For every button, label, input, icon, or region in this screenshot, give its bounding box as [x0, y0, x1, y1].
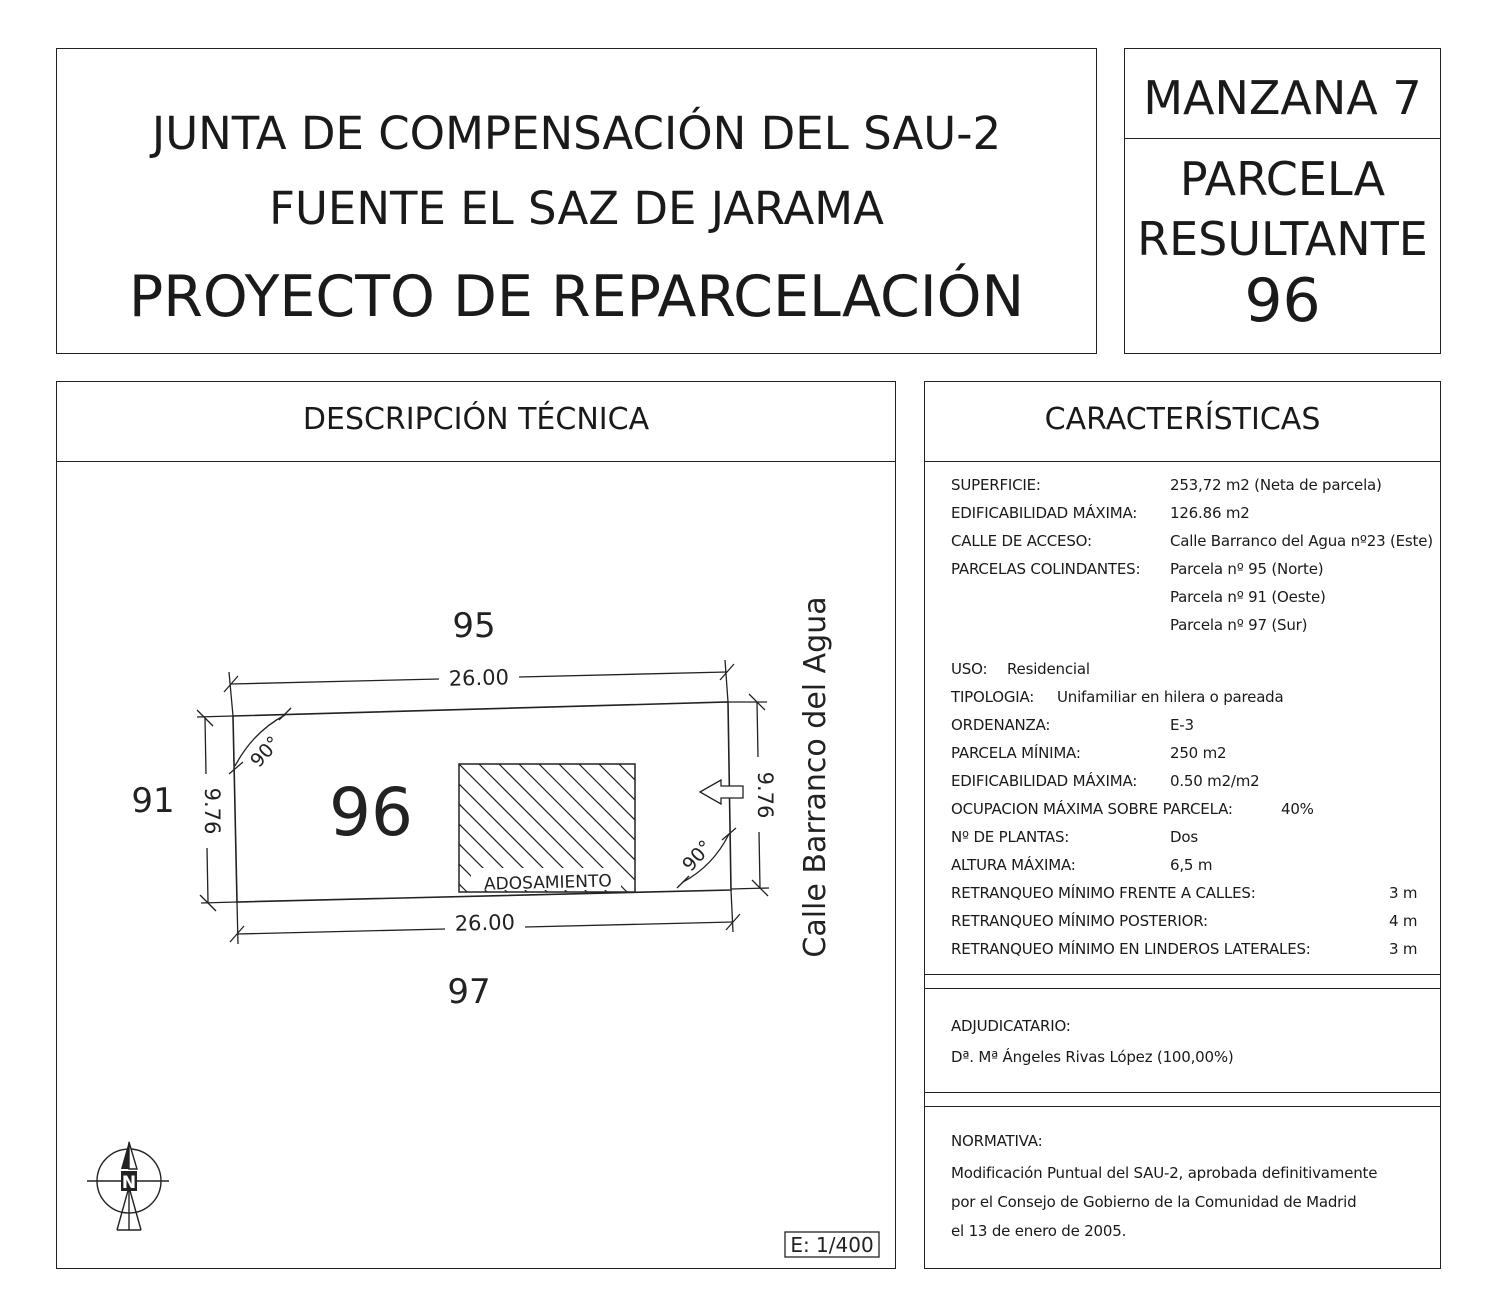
angle-bottom-right-label: 90°: [678, 836, 717, 876]
plantas-value: Dos: [1170, 828, 1198, 846]
west-neighbor-label: 91: [131, 781, 175, 821]
descripcion-tecnica-box: [56, 381, 896, 1269]
ocupacion-label: OCUPACION MÁXIMA SOBRE PARCELA:: [951, 800, 1233, 818]
caracteristicas-box: [924, 381, 1441, 1269]
header-title-box: [56, 48, 1097, 354]
header-line-1: JUNTA DE COMPENSACIÓN DEL SAU-2: [151, 107, 1002, 160]
top-dimension-label: 26.00: [448, 665, 510, 691]
ocupacion-value: 40%: [1281, 800, 1314, 818]
parcel-number: 96: [1244, 266, 1321, 336]
left-dimension-label: 9.76: [200, 787, 224, 835]
tipologia-label: TIPOLOGIA:: [951, 688, 1035, 706]
access-arrow: [700, 780, 743, 804]
retranqueo-laterales-label: RETRANQUEO MÍNIMO EN LINDEROS LATERALES:: [951, 940, 1311, 958]
header-line-3: PROYECTO DE REPARCELACIÓN: [128, 264, 1025, 330]
resultante-label: RESULTANTE: [1137, 212, 1428, 266]
manzana-label: MANZANA 7: [1143, 71, 1422, 125]
divider: [925, 988, 1440, 989]
adjudicatario-label: ADJUDICATARIO:: [951, 1017, 1071, 1035]
parcel-plan: [57, 382, 894, 1267]
edificabilidad-total-label: EDIFICABILIDAD MÁXIMA:: [951, 504, 1138, 522]
angle-top-left-label: 90°: [246, 732, 285, 772]
north-letter: N: [121, 1173, 137, 1193]
parcel-number-box: [1124, 48, 1441, 354]
plan-parcel-number: 96: [329, 774, 413, 851]
superficie-label: SUPERFICIE:: [951, 476, 1041, 494]
right-dimension-label: 9.76: [753, 771, 777, 819]
adjudicatario-value: Dª. Mª Ángeles Rivas López (100,00%): [951, 1048, 1234, 1066]
altura-label: ALTURA MÁXIMA:: [951, 856, 1076, 874]
divider: [925, 1092, 1440, 1093]
divider: [925, 1106, 1440, 1107]
calle-acceso-label: CALLE DE ACCESO:: [951, 532, 1092, 550]
normativa-line: el 13 de enero de 2005.: [951, 1222, 1127, 1240]
south-neighbor-label: 97: [447, 972, 491, 1012]
angle-marks: [229, 708, 736, 888]
adosamiento-label: ADOSAMIENTO: [483, 871, 612, 895]
retranqueo-laterales-value: 3 m: [1389, 940, 1418, 958]
plantas-label: Nº DE PLANTAS:: [951, 828, 1070, 846]
colindantes-label: PARCELAS COLINDANTES:: [951, 560, 1141, 578]
ordenanza-label: ORDENANZA:: [951, 716, 1051, 734]
superficie-value: 253,72 m2 (Neta de parcela): [1170, 476, 1382, 494]
bottom-dimension-label: 26.00: [454, 910, 516, 936]
header-line-2: FUENTE EL SAZ DE JARAMA: [269, 182, 884, 235]
normativa-line: Modificación Puntual del SAU-2, aprobada definitivamente: [951, 1164, 1378, 1182]
colindante-item: Parcela nº 97 (Sur): [1170, 616, 1308, 634]
ordenanza-value: E-3: [1170, 716, 1194, 734]
caracteristicas-title: CARACTERÍSTICAS: [1044, 402, 1321, 437]
edificabilidad-label: EDIFICABILIDAD MÁXIMA:: [951, 772, 1138, 790]
street-label: Calle Barranco del Agua: [798, 596, 833, 958]
divider: [925, 974, 1440, 975]
descripcion-title: DESCRIPCIÓN TÉCNICA: [302, 402, 650, 437]
colindante-item: Parcela nº 95 (Norte): [1170, 560, 1324, 578]
normativa-line: por el Consejo de Gobierno de la Comunidad de Madrid: [951, 1193, 1357, 1211]
scale-label: E: 1/400: [790, 1233, 874, 1257]
divider: [1125, 138, 1440, 139]
retranqueo-posterior-value: 4 m: [1389, 912, 1418, 930]
normativa-label: NORMATIVA:: [951, 1132, 1043, 1150]
edificabilidad-total-value: 126.86 m2: [1170, 504, 1250, 522]
retranqueo-posterior-label: RETRANQUEO MÍNIMO POSTERIOR:: [951, 912, 1208, 930]
parcela-minima-label: PARCELA MÍNIMA:: [951, 744, 1081, 762]
parcela-minima-value: 250 m2: [1170, 744, 1227, 762]
uso-label: USO:: [951, 660, 988, 678]
divider: [925, 461, 1440, 462]
north-neighbor-label: 95: [452, 606, 496, 646]
parcela-label: PARCELA: [1179, 152, 1386, 206]
altura-value: 6,5 m: [1170, 856, 1213, 874]
colindante-item: Parcela nº 91 (Oeste): [1170, 588, 1326, 606]
uso-value: Residencial: [1007, 660, 1090, 678]
retranqueo-frente-label: RETRANQUEO MÍNIMO FRENTE A CALLES:: [951, 884, 1256, 902]
tipologia-value: Unifamiliar en hilera o pareada: [1057, 688, 1284, 706]
retranqueo-frente-value: 3 m: [1389, 884, 1418, 902]
calle-acceso-value: Calle Barranco del Agua nº23 (Este): [1170, 532, 1433, 550]
edificabilidad-value: 0.50 m2/m2: [1170, 772, 1260, 790]
